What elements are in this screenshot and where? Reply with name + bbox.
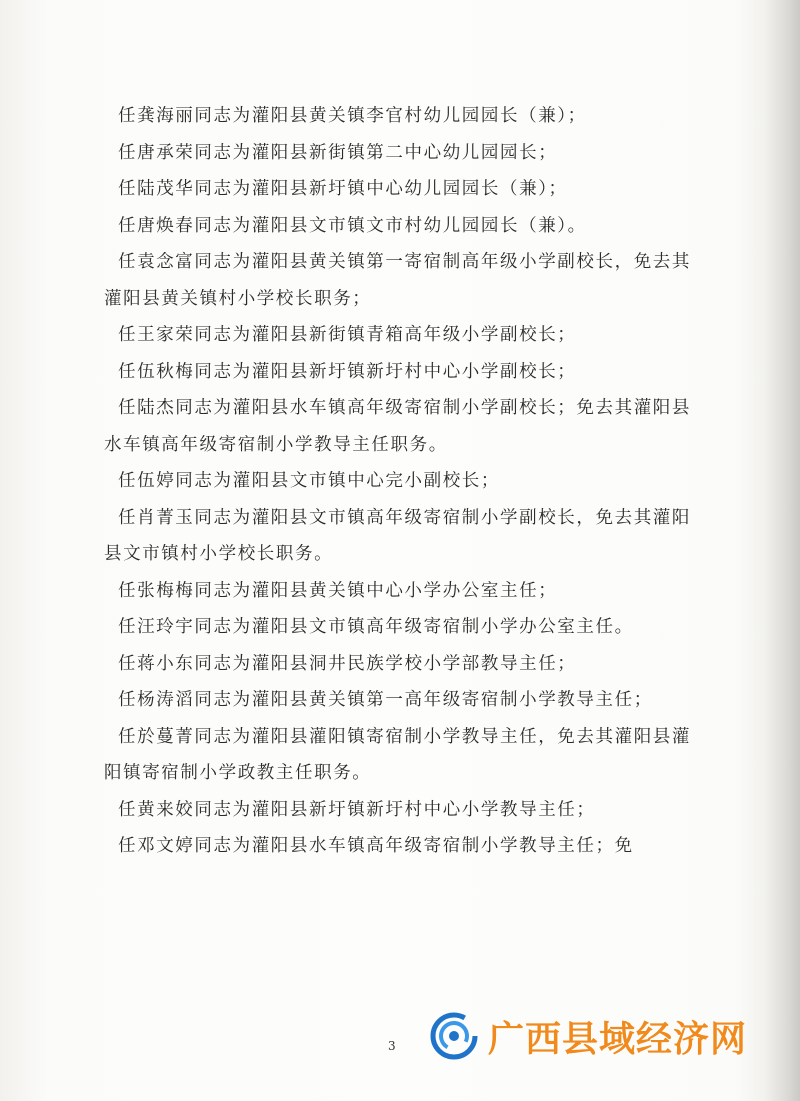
paragraph: 任张梅梅同志为灌阳县黄关镇中心小学办公室主任； — [118, 580, 558, 601]
paragraph: 任肖菁玉同志为灌阳县文市镇高年级寄宿制小学副校长，免去其灌阳县文市镇村小学校长职务。 — [104, 507, 691, 564]
paragraph: 任汪玲宇同志为灌阳县文市镇高年级寄宿制小学办公室主任。 — [118, 617, 634, 637]
paragraph: 任於蔓菁同志为灌阳县灌阳镇寄宿制小学教导主任，免去其灌阳县灌阳镇寄宿制小学政教主任职务。 — [104, 726, 691, 783]
paragraph: 任陆杰同志为灌阳县水车镇高年级寄宿制小学副校长；免去其灌阳县水车镇高年级寄宿制小学教导主任职务。 — [104, 398, 691, 455]
paragraph: 任伍婷同志为灌阳县文市镇中心完小副校长； — [118, 471, 500, 491]
watermark-text: 广西县域经济网 — [488, 1018, 748, 1060]
paragraph: 任龚海丽同志为灌阳县黄关镇李官村幼儿园园长（兼）； — [118, 106, 587, 126]
site-watermark — [430, 1008, 747, 1064]
swirl-logo-icon — [430, 1012, 478, 1060]
paragraph: 任邓文婷同志为灌阳县水车镇高年级寄宿制小学教导主任；免 — [118, 836, 634, 856]
paragraph: 任杨涛滔同志为灌阳县黄关镇第一高年级寄宿制小学教导主任； — [118, 690, 653, 710]
paragraph: 任唐焕春同志为灌阳县文市镇文市村幼儿园园长（兼）。 — [118, 215, 587, 236]
paragraph: 任黄来姣同志为灌阳县新圩镇新圩村中心小学教导主任； — [118, 799, 596, 820]
paragraph: 任袁念富同志为灌阳县黄关镇第一寄宿制高年级小学副校长，免去其灌阳县黄关镇村小学校长职务； — [104, 252, 691, 309]
document-body — [104, 98, 692, 865]
paragraph: 任伍秋梅同志为灌阳县新圩镇新圩村中心小学副校长； — [118, 361, 577, 382]
paragraph: 任王家荣同志为灌阳县新街镇青箱高年级小学副校长； — [118, 325, 577, 345]
page-number: 3 — [388, 1039, 396, 1053]
paragraph: 任陆茂华同志为灌阳县新圩镇中心幼儿园园长（兼）； — [118, 179, 568, 199]
paragraph: 任蒋小东同志为灌阳县洞井民族学校小学部教导主任； — [118, 653, 577, 674]
paragraph: 任唐承荣同志为灌阳县新街镇第二中心幼儿园园长； — [118, 142, 558, 163]
